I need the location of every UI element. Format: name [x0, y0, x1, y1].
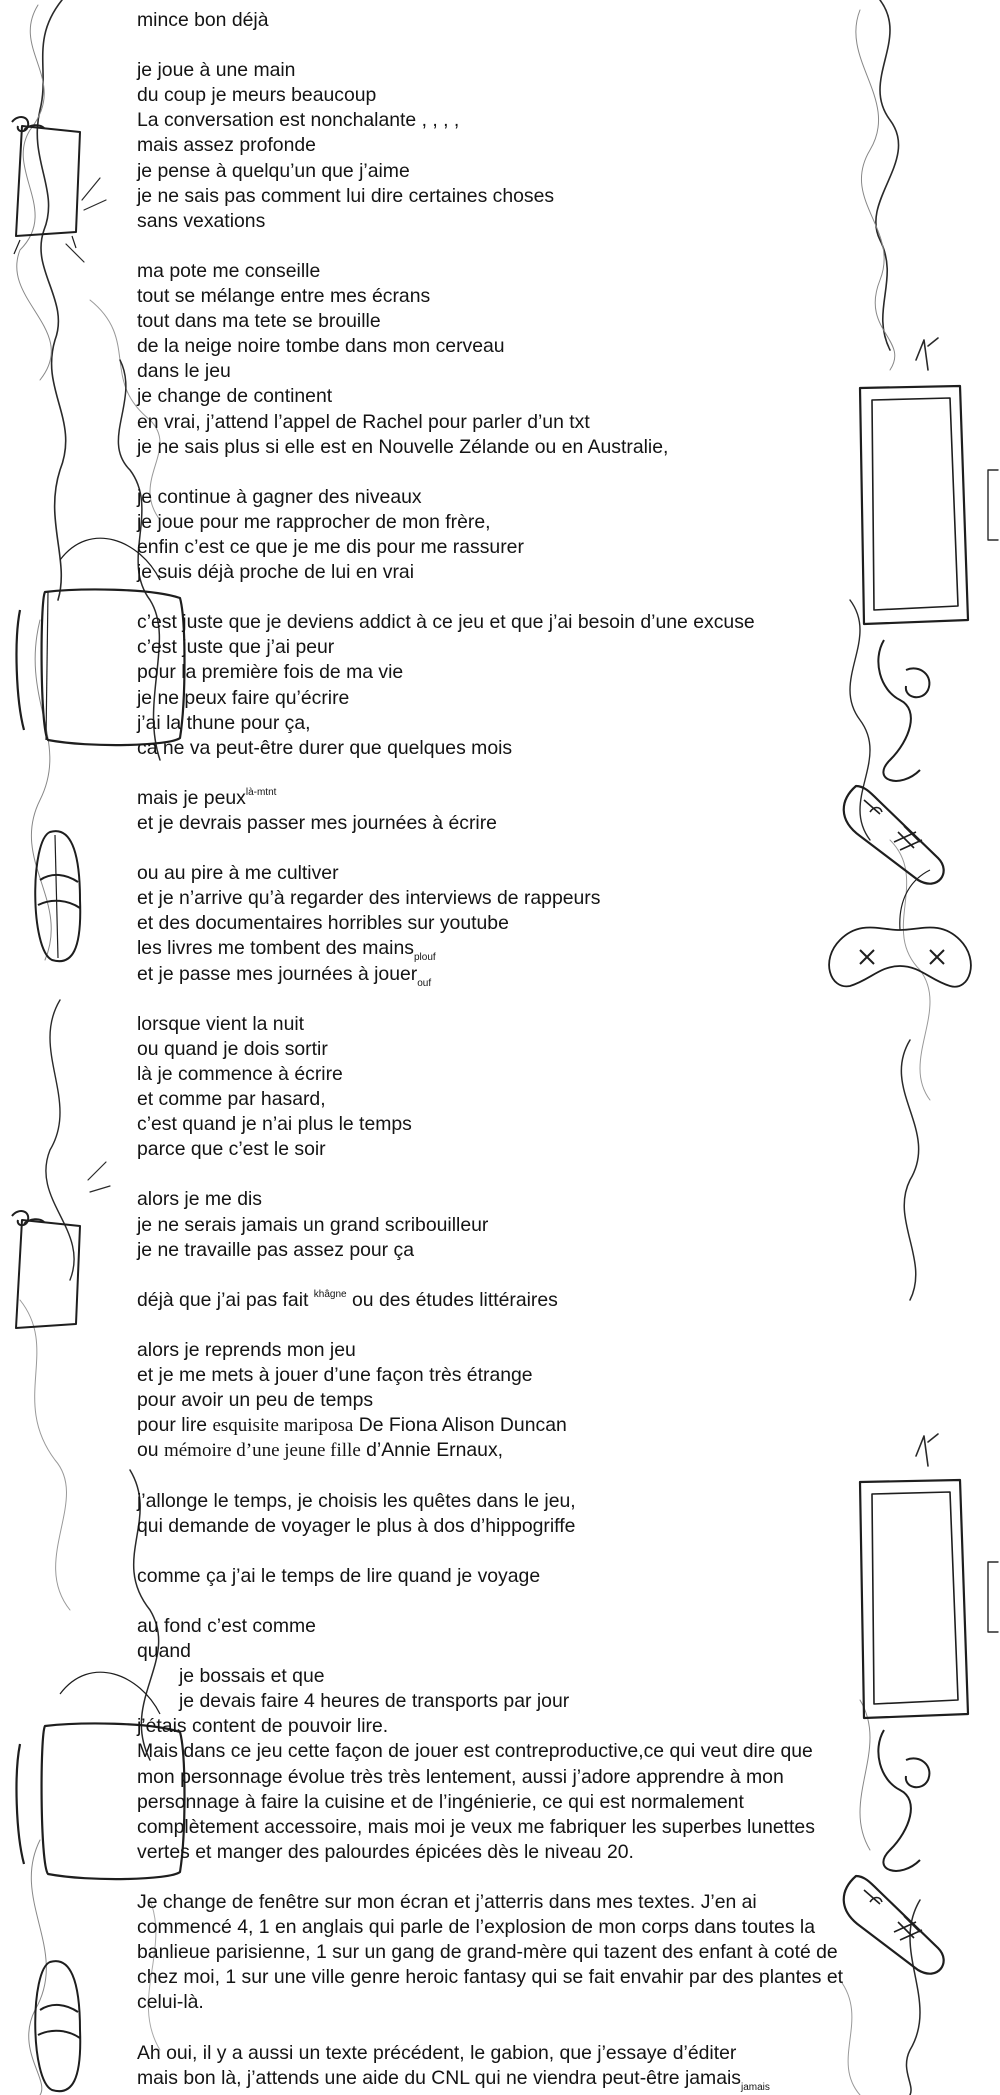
- line-text: d’Annie Ernaux,: [360, 1439, 504, 1462]
- poem-line: comme ça j’ai le temps de lire quand je voyage: [137, 1564, 541, 1587]
- stanza: [137, 259, 847, 460]
- poem-line: sans vexations: [137, 209, 266, 232]
- poem-body: [137, 8, 847, 2091]
- line-text: les livres me tombent des mains: [137, 937, 414, 960]
- stanza: [137, 786, 847, 836]
- poem-line: tout se mélange entre mes écrans: [137, 285, 431, 308]
- poem-line: je ne sais plus si elle est en Nouvelle Zélande ou en Australie,: [137, 435, 669, 458]
- line-text: mais je peux: [137, 786, 246, 809]
- line-text: ou des études littéraires: [346, 1288, 558, 1311]
- poem-line: dans le jeu: [137, 360, 231, 383]
- line-text: De Fiona Alison Duncan: [353, 1414, 567, 1437]
- superscript-annotation: khâgne: [313, 1288, 347, 1300]
- poem-line: alors je reprends mon jeu: [137, 1338, 356, 1361]
- poem-line: La conversation est nonchalante , , , ,: [137, 109, 460, 132]
- controller-sketch: [844, 640, 944, 884]
- poem-line: au fond c’est comme: [137, 1615, 316, 1637]
- scroll-sketch: [12, 1211, 80, 1328]
- prose-paragraph: Je change de fenêtre sur mon écran et j’atterris dans mes textes. J’en ai commencé 4, 1 en anglais qui parle de l’explosion de mon corps dans toutes la banlieue parisienne, 1 sur un gang de grand-mère qui tazent des enfant à coté de chez moi, 1 sur une ville genre heroic fantasy qui se fait envahir par des plantes et celui-là.: [137, 1891, 843, 2014]
- prose-paragraph: Mais dans ce jeu cette façon de jouer est contreproductive,ce qui veut dire que mon personnage évolue très très lentement, aussi j’adore apprendre à mon personnage à faire la cuisine et de l’ingénierie, ce qui est normalement complètement accessoire, mais moi je veux me fabriquer les superbes lunettes vertes et manger des palourdes épicées dès le niveau 20.: [137, 1740, 815, 1863]
- tablet-sketch: [860, 1480, 968, 1718]
- poem-line: mince bon déjà: [137, 9, 269, 31]
- poem-line: ou quand je dois sortir: [137, 1037, 328, 1060]
- capsule-sketch: [35, 831, 80, 961]
- right-doodle-strip: [820, 0, 1000, 2095]
- poem-line: mais assez profonde: [137, 134, 316, 157]
- poem-line: je ne serais jamais un grand scribouilleur: [137, 1213, 489, 1236]
- poem-line: [137, 786, 847, 811]
- capsule-sketch: [35, 1961, 80, 2091]
- poem-line: pour la première fois de ma vie: [137, 661, 404, 684]
- poem-line: et je devrais passer mes journées à écrire: [137, 812, 497, 834]
- poem-line: ou au pire à me cultiver: [137, 862, 339, 885]
- stanza: [137, 1614, 847, 1865]
- poem-line: je pense à quelqu’un que j’aime: [137, 159, 410, 182]
- scroll-sketch: [12, 117, 80, 254]
- subscript-annotation: jamais: [740, 2081, 770, 2093]
- stanza: [137, 2041, 847, 2091]
- poem-line: je joue à une main: [137, 59, 296, 82]
- line-text: déjà que j’ai pas fait: [137, 1288, 314, 1311]
- poem-line: c’est quand je n’ai plus le temps: [137, 1113, 412, 1136]
- poem-line-indented: je bossais et que: [179, 1665, 325, 1688]
- poem-line: je ne travaille pas assez pour ça: [137, 1238, 415, 1261]
- gamepad-sketch: [829, 870, 971, 987]
- poem-line: ca ne va peut-être durer que quelques mois: [137, 736, 513, 759]
- poem-line: quand: [137, 1640, 191, 1663]
- tablet-sketch: [860, 386, 968, 624]
- poem-line: [137, 2066, 847, 2091]
- poem-line: et je me mets à jouer d’une façon très étrange: [137, 1364, 533, 1387]
- poem-line: là je commence à écrire: [137, 1062, 343, 1085]
- line-text: ou: [137, 1439, 164, 1462]
- poem-line: [137, 936, 847, 964]
- book-title: esquisite mariposa: [212, 1415, 354, 1437]
- book-title: mémoire d’une jeune fille: [163, 1440, 361, 1462]
- stanza: [137, 58, 847, 234]
- stanza: [137, 1489, 847, 1539]
- poem-line: [137, 1288, 847, 1313]
- line-text: pour lire: [137, 1414, 213, 1437]
- poem-line: en vrai, j’attend l’appel de Rachel pour parler d’un txt: [137, 410, 590, 433]
- subscript-annotation: plouf: [413, 952, 436, 964]
- poem-line: j’allonge le temps, je choisis les quêtes dans le jeu,: [137, 1489, 576, 1512]
- controller-sketch: [844, 1730, 944, 1974]
- poem-line: je ne peux faire qu’écrire: [137, 686, 350, 709]
- poem-line: je continue à gagner des niveaux: [137, 485, 422, 508]
- poem-line: pour avoir un peu de temps: [137, 1389, 374, 1412]
- poem-line: je ne sais pas comment lui dire certaines choses: [137, 184, 555, 207]
- poem-line: qui demande de voyager le plus à dos d’hippogriffe: [137, 1514, 576, 1537]
- poem-line: enfin c’est ce que je me dis pour me rassurer: [137, 535, 524, 558]
- poem-line: je suis déjà proche de lui en vrai: [137, 561, 415, 584]
- line-text: et je passe mes journées à jouer: [137, 962, 418, 985]
- poem-line: [137, 1413, 847, 1438]
- poem-line-indented: je devais faire 4 heures de transports par jour: [179, 1690, 570, 1713]
- stanza: [137, 1012, 847, 1163]
- poem-line: de la neige noire tombe dans mon cerveau: [137, 335, 505, 358]
- poem-line: lorsque vient la nuit: [137, 1012, 305, 1035]
- poem-line: Ah oui, il y a aussi un texte précédent, le gabion, que j’essaye d’éditer: [137, 2041, 737, 2064]
- poem-line: et je n’arrive qu’à regarder des interviews de rappeurs: [137, 887, 601, 910]
- poem-line: je joue pour me rapprocher de mon frère,: [137, 510, 491, 533]
- poem-line: [137, 962, 847, 987]
- poem-line: du coup je meurs beaucoup: [137, 84, 377, 107]
- poem-line: c’est juste que je deviens addict à ce jeu et que j’ai besoin d’une excuse: [137, 611, 755, 634]
- stanza: [137, 485, 847, 585]
- poem-line: parce que c’est le soir: [137, 1138, 326, 1161]
- poem-line: je change de continent: [137, 385, 333, 408]
- poem-line: j’ai la thune pour ça,: [137, 711, 311, 734]
- stanza: [137, 861, 847, 989]
- stanza: [137, 610, 847, 761]
- subscript-annotation: ouf: [417, 977, 432, 989]
- poem-line: [137, 1438, 847, 1463]
- poem-line: tout dans ma tete se brouille: [137, 310, 381, 333]
- poem-line: c’est juste que j’ai peur: [137, 636, 335, 659]
- poem-line: ma pote me conseille: [137, 259, 321, 282]
- poem-line: j’étais content de pouvoir lire.: [137, 1715, 389, 1738]
- poem-line: alors je me dis: [137, 1188, 263, 1211]
- poem-line: et des documentaires horribles sur youtube: [137, 912, 509, 935]
- stanza: [137, 1187, 847, 1262]
- line-text: mais bon là, j’attends une aide du CNL qui ne viendra peut-être jamais: [137, 2066, 741, 2089]
- poem-line: et comme par hasard,: [137, 1088, 326, 1111]
- stanza: [137, 1338, 847, 1463]
- superscript-annotation: là-mtnt: [245, 786, 277, 798]
